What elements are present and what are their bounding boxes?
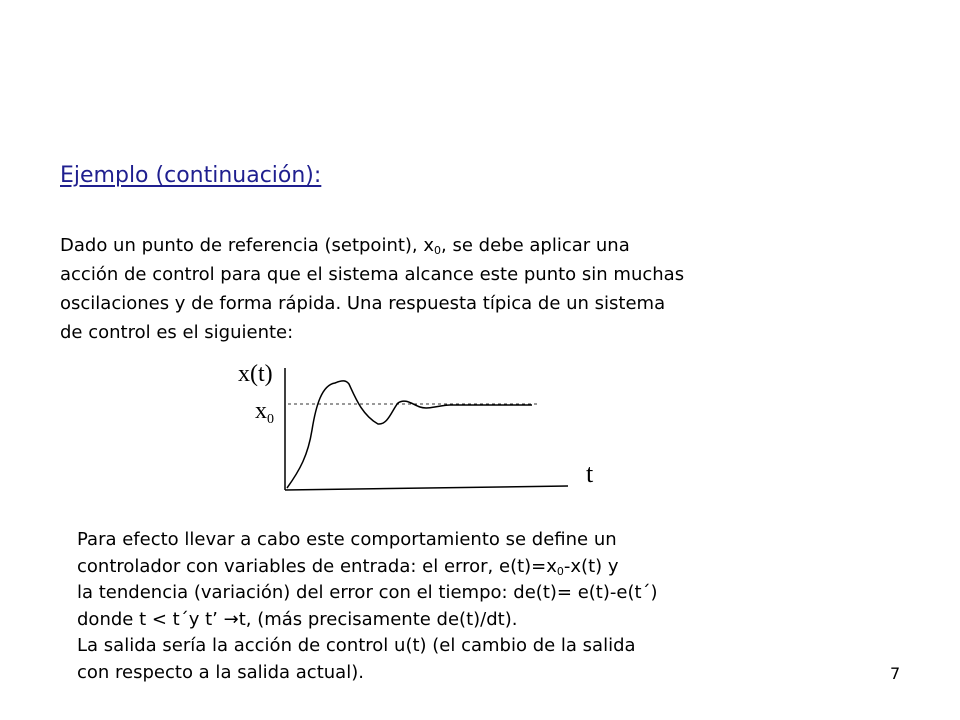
- intro-line-1: Dado un punto de referencia (setpoint), $x_0$, se debe aplicar una: [60, 235, 630, 257]
- intro-line-2: acción de control para que el sistema alcance este punto sin muchas: [60, 264, 685, 285]
- page-number: 7: [890, 664, 901, 683]
- controller-line-5: La salida sería la acción de control u(t) (el cambio de la salida: [77, 635, 636, 656]
- setpoint-label: $x_0$: [255, 398, 274, 427]
- slide-title: Ejemplo (continuación):: [60, 163, 322, 188]
- x-axis: [285, 486, 568, 490]
- controller-paragraph: [77, 527, 917, 686]
- y-axis-label: x(t): [238, 361, 273, 387]
- controller-line-6: con respecto a la salida actual).: [77, 661, 364, 683]
- controller-line-1: Para efecto llevar a cabo este comportamiento se define un: [77, 529, 617, 550]
- x-axis-label: t: [586, 459, 594, 488]
- response-curve: [287, 381, 532, 488]
- intro-line-4: de control es el siguiente:: [60, 322, 294, 343]
- arrow-icon: →: [223, 608, 239, 630]
- intro-line-3: oscilaciones y de forma rápida. Una respuesta típica de un sistema: [60, 293, 666, 314]
- controller-line-2: controlador con variables de entrada: el error, $e(t)=x_0-x(t)$ y: [77, 555, 619, 578]
- controller-line-3: la tendencia (variación) del error con el tiempo: de(t)= e(t)-e(t´): [77, 582, 658, 603]
- controller-line-4: donde t < t´y t’ →t, (más precisamente de(t)/dt).: [77, 608, 518, 630]
